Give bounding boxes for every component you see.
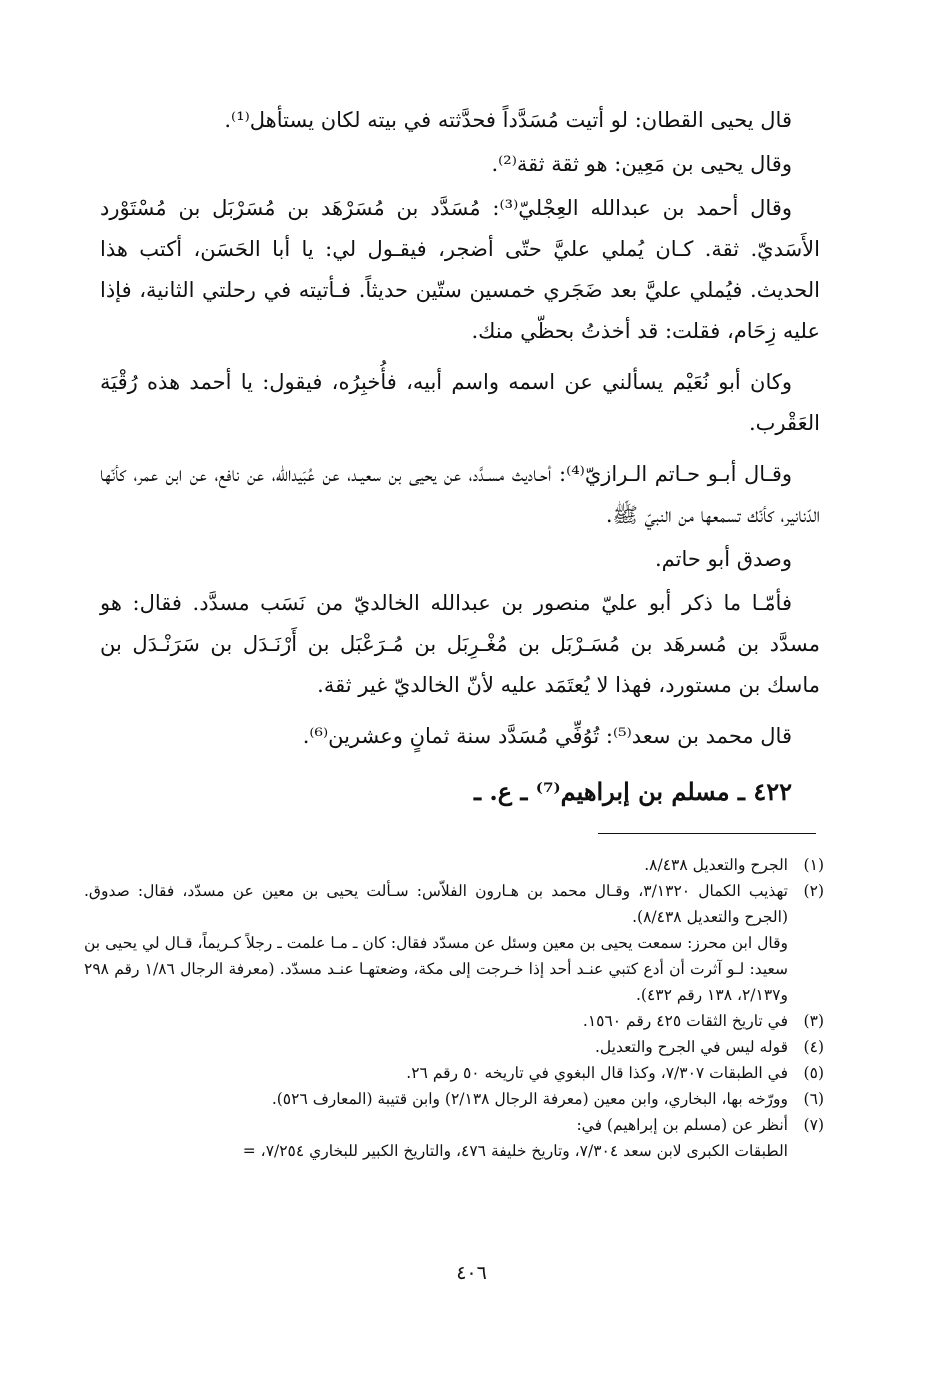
paragraph: قال محمد بن سعد⁽⁵⁾: تُوُفِّي مُسَدَّد سنة ثمانٍ وعشرين⁽⁶⁾.: [302, 724, 792, 748]
page-number: ٤٠٦: [456, 1262, 487, 1284]
footnote-number: (٤): [803, 1038, 824, 1056]
paragraph: وقال يحيى بن مَعِين: هو ثقة ثقة⁽²⁾.: [491, 152, 792, 176]
main-text: [100, 100, 820, 815]
footnote-text: الطبقات الكبرى لابن سعد ٧/٣٠٤، وتاريخ خليفة ٤٧٦، والتاريخ الكبير للبخاري ٧/٢٥٤، =: [242, 1142, 788, 1160]
footnote-text: قوله ليس في الجرح والتعديل.: [594, 1038, 788, 1056]
footnotes: [84, 852, 824, 1164]
footnote: [84, 1086, 824, 1112]
paragraph: وقـال أبـو حـاتم الـرازيّ⁽⁴⁾: أحـاديث مسـدَّد، عن يحيى بن سعيـد، عن عُبَيدالله، عن نافع، عن ابن عمر، كأنّها الدّنانير، كأنّك تسمعها من النبيّ ﷺ.: [100, 462, 820, 527]
footnote-number: (٥): [803, 1064, 824, 1082]
footnote-text: في الطبقات ٧/٣٠٧، وكذا قال البغوي في تاريخه ٥٠ رقم ٢٦.: [406, 1064, 788, 1082]
footnote: [84, 878, 824, 1008]
footnote-text: أنظر عن (مسلم بن إبراهيم) في:: [576, 1116, 788, 1134]
footnote: [84, 1112, 824, 1164]
paragraph: وصدق أبو حاتم.: [654, 547, 792, 571]
paragraph: قال يحيى القطان: لو أتيت مُسَدَّداً فحدَّثته في بيته لكان يستأهل⁽¹⁾.: [224, 108, 792, 132]
footnote-text: الجرح والتعديل ٨/٤٣٨.: [644, 856, 788, 874]
footnote-number: (١): [803, 856, 824, 874]
footnote: [84, 1060, 824, 1086]
paragraph: وقال أحمد بن عبدالله العِجْليّ⁽³⁾: مُسَدَّد بن مُسَرْهَد بن مُسَرْبَل بن مُسْتَوْرد الأَسَديّ. ثقة. كـان يُملي عليَّ حتّى أضجر، فيقـول لي: يا أبا الحَسَن، أكتب هذا الحديث. فيُملي عليَّ بعد ضَجَري خمسين ستّين حديثاً. فـأتيته في رحلتي الثانية، فإذا عليه زِحَام، فقلت: قد أخذتُ بحظّي منك.: [100, 196, 820, 343]
footnote: [84, 1008, 824, 1034]
footnote-separator: [598, 833, 816, 834]
footnote-text: وقال ابن محرز: سمعت يحيى بن معين وسئل عن مسدّد فقال: كان ـ مـا علمت ـ رجلاً كـريماً، قـال لي يحيى بن سعيد: لـو آثرت أن أدع كتبي عنـد أحد إذا خـرجت إلى مكة، وضعتهـا عنـد مسدّد. (معرفة الرجال ١/٨٦ رقم ٢٩٨ و٢/١٣٧، ١٣٨ رقم ٤٣٢).: [84, 934, 788, 1004]
footnote-text: وورّخه بها، البخاري، وابن معين (معرفة الرجال ٢/١٣٨) وابن قتيبة (المعارف ٥٢٦).: [271, 1090, 788, 1108]
footnote-number: (٣): [803, 1012, 824, 1030]
footnote-number: (٦): [803, 1090, 824, 1108]
paragraph: فأمّـا ما ذكر أبو عليّ منصور بن عبدالله الخالديّ من نَسَب مسدَّد. فقال: هو مسدَّد بن مُسرهَد بن مُسَـرْبَل بن مُغْـرِبَل بن مُـرَعْبَل بن أَرْنَـدَل بن سَرَنْـدَل بن ماسك بن مستورد، فهذا لا يُعتَمَد عليه لأنّ الخالديّ غير ثقة.: [100, 591, 820, 697]
footnote-text: تهذيب الكمال ٣/١٣٢٠، وقـال محمد بن هـارون الفلاّس: سـألت يحيى بن معين عن مسدّد، فقال: صدوق. (الجرح والتعديل ٨/٤٣٨).: [84, 882, 788, 926]
footnote: [84, 852, 824, 878]
footnote-number: (٧): [803, 1116, 824, 1134]
footnote-text: في تاريخ الثقات ٤٢٥ رقم ١٥٦٠.: [582, 1012, 788, 1030]
footnote-number: (٢): [803, 882, 824, 900]
footnote: [84, 1034, 824, 1060]
paragraph: وكان أبو نُعَيْم يسألني عن اسمه واسم أبيه، فأُخبِرُه، فيقول: يا أحمد هذه رُقْيَة العَقْرب.: [100, 370, 820, 435]
entry-heading: ٤٢٢ ـ مسلم بن إبراهيم⁽⁷⁾ ـ ع. ـ: [473, 777, 792, 806]
